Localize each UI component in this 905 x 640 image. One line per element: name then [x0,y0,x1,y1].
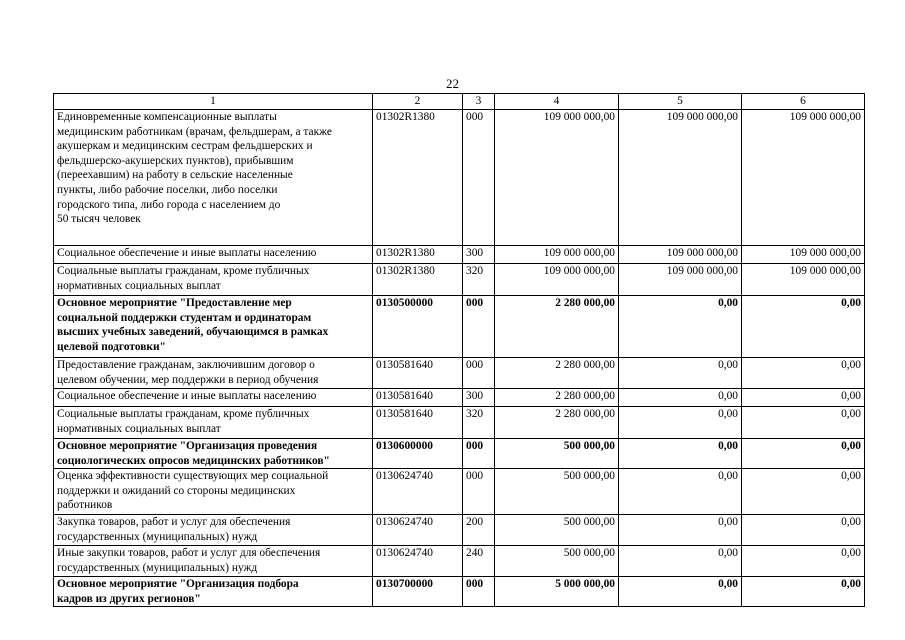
table-row [54,110,865,246]
row-code-cell: 0130624740 [373,515,463,546]
table-row [54,577,865,607]
row-value-year1-cell: 109 000 000,00 [495,246,619,264]
row-type-cell: 000 [463,439,495,469]
row-value-year1-cell: 2 280 000,00 [495,296,619,358]
budget-table [53,93,865,607]
table-row [54,296,865,358]
row-code-cell: 0130700000 [373,577,463,607]
row-type-cell: 000 [463,358,495,389]
row-code-cell: 0130500000 [373,296,463,358]
row-name-cell: Социальные выплаты гражданам, кроме публичных нормативных социальных выплат [54,264,373,296]
row-code-cell: 0130624740 [373,546,463,577]
table-header-row [54,94,865,110]
header-cell: 1 [54,94,373,110]
row-type-cell: 000 [463,469,495,515]
row-code-cell: 0130600000 [373,439,463,469]
table-row [54,546,865,577]
row-value-year3-cell: 0,00 [742,469,865,515]
row-type-cell: 320 [463,264,495,296]
row-code-cell: 0130581640 [373,407,463,439]
header-cell: 3 [463,94,495,110]
table-row [54,407,865,439]
row-value-year3-cell: 0,00 [742,358,865,389]
row-value-year3-cell: 109 000 000,00 [742,246,865,264]
table-row [54,246,865,264]
row-value-year1-cell: 500 000,00 [495,469,619,515]
row-value-year2-cell: 0,00 [619,358,742,389]
row-value-year1-cell: 5 000 000,00 [495,577,619,607]
row-code-cell: 0130581640 [373,358,463,389]
row-name-cell: Основное мероприятие "Организация подбора кадров из других регионов" [54,577,373,607]
row-name-cell: Основное мероприятие "Организация проведения социологических опросов медицинских работников" [54,439,373,469]
row-name-cell: Иные закупки товаров, работ и услуг для обеспечения государственных (муниципальных) нужд [54,546,373,577]
row-name-cell: Социальные выплаты гражданам, кроме публичных нормативных социальных выплат [54,407,373,439]
header-cell: 4 [495,94,619,110]
row-value-year1-cell: 500 000,00 [495,515,619,546]
row-value-year1-cell: 2 280 000,00 [495,389,619,407]
row-name-cell: Социальное обеспечение и иные выплаты населению [54,389,373,407]
row-value-year2-cell: 0,00 [619,546,742,577]
row-value-year2-cell: 109 000 000,00 [619,246,742,264]
row-code-cell: 0130624740 [373,469,463,515]
table-row [54,358,865,389]
row-type-cell: 300 [463,389,495,407]
row-value-year2-cell: 0,00 [619,577,742,607]
row-value-year1-cell: 109 000 000,00 [495,264,619,296]
row-value-year2-cell: 0,00 [619,439,742,469]
row-value-year3-cell: 0,00 [742,407,865,439]
row-value-year3-cell: 109 000 000,00 [742,110,865,246]
row-value-year3-cell: 0,00 [742,515,865,546]
header-cell: 2 [373,94,463,110]
table-row [54,469,865,515]
row-value-year3-cell: 0,00 [742,577,865,607]
row-name-cell: Единовременные компенсационные выплаты медицинским работникам (врачам, фельдшерам, а также акушеркам и медицинским сестрам фельдшерских и фельдшерско-акушерских пунктов), прибывшим (переехавшим) на работу в сельские населенные пункты, либо рабочие поселки, либо поселки городского типа, либо города с населением до 50 тысяч человек [54,110,373,246]
row-name-cell: Оценка эффективности существующих мер социальной поддержки и ожиданий со стороны медицинских работников [54,469,373,515]
row-value-year1-cell: 500 000,00 [495,439,619,469]
row-type-cell: 200 [463,515,495,546]
row-type-cell: 000 [463,296,495,358]
row-value-year2-cell: 0,00 [619,296,742,358]
row-name-cell: Предоставление гражданам, заключившим договор о целевом обучении, мер поддержки в период обучения [54,358,373,389]
table-row [54,264,865,296]
page-number: 22 [446,76,459,91]
header-cell: 5 [619,94,742,110]
row-value-year3-cell: 109 000 000,00 [742,264,865,296]
row-value-year1-cell: 2 280 000,00 [495,407,619,439]
row-name-cell: Социальное обеспечение и иные выплаты населению [54,246,373,264]
row-value-year1-cell: 2 280 000,00 [495,358,619,389]
header-cell: 6 [742,94,865,110]
row-value-year3-cell: 0,00 [742,546,865,577]
row-type-cell: 000 [463,110,495,246]
row-value-year3-cell: 0,00 [742,389,865,407]
row-value-year2-cell: 0,00 [619,389,742,407]
row-value-year3-cell: 0,00 [742,296,865,358]
row-value-year2-cell: 109 000 000,00 [619,110,742,246]
row-name-cell: Закупка товаров, работ и услуг для обеспечения государственных (муниципальных) нужд [54,515,373,546]
row-type-cell: 320 [463,407,495,439]
row-type-cell: 240 [463,546,495,577]
row-value-year1-cell: 109 000 000,00 [495,110,619,246]
row-value-year3-cell: 0,00 [742,439,865,469]
row-value-year2-cell: 109 000 000,00 [619,264,742,296]
row-code-cell: 0130581640 [373,389,463,407]
table-row [54,389,865,407]
row-type-cell: 300 [463,246,495,264]
row-value-year2-cell: 0,00 [619,407,742,439]
row-code-cell: 01302R1380 [373,264,463,296]
table-row [54,439,865,469]
row-value-year1-cell: 500 000,00 [495,546,619,577]
row-code-cell: 01302R1380 [373,246,463,264]
row-code-cell: 01302R1380 [373,110,463,246]
row-value-year2-cell: 0,00 [619,515,742,546]
table-row [54,515,865,546]
row-type-cell: 000 [463,577,495,607]
row-name-cell: Основное мероприятие "Предоставление мер социальной поддержки студентам и ординаторам высших учебных заведений, обучающимся в рамках целевой подготовки" [54,296,373,358]
row-value-year2-cell: 0,00 [619,469,742,515]
